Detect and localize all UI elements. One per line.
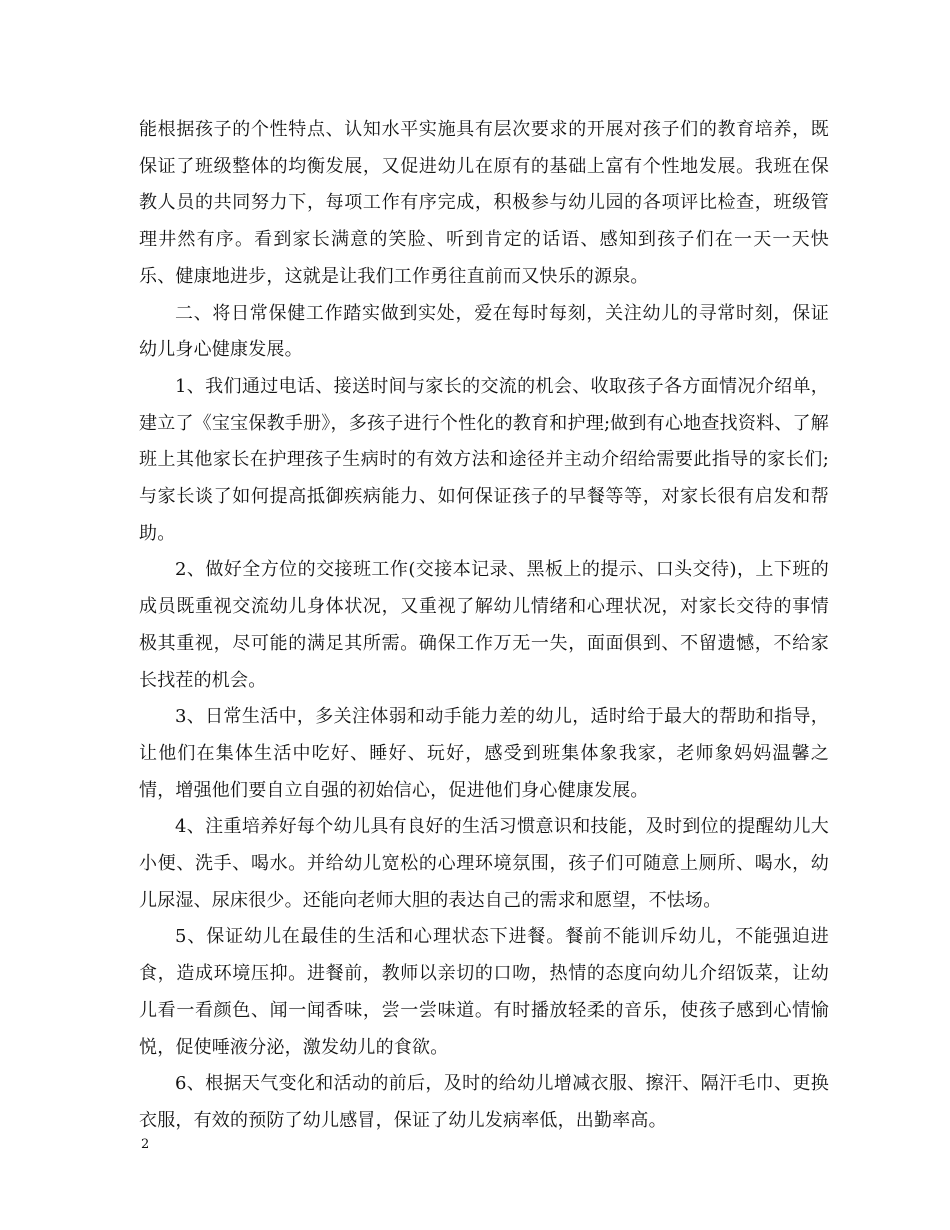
- section-heading-paragraph: 二、将日常保健工作踏实做到实处，爱在每时每刻，关注幼儿的寻常时刻，保证幼儿身心健康发展。: [139, 302, 829, 361]
- paragraph-item-3: 3、日常生活中，多关注体弱和动手能力差的幼儿，适时给于最大的帮助和指导，让他们在集体生活中吃好、睡好、玩好，感受到班集体象我家，老师象妈妈温馨之情，增强他们要自立自强的初始信心，促进他们身心健康发展。: [139, 706, 829, 801]
- paragraph-item-6: 6、根据天气变化和活动的前后，及时的给幼儿增减衣服、擦汗、隔汗毛巾、更换衣服，有效的预防了幼儿感冒，保证了幼儿发病率低，出勤率高。: [139, 1073, 829, 1131]
- paragraph-item-4: 4、注重培养好每个幼儿具有良好的生活习惯意识和技能，及时到位的提醒幼儿大小便、洗手、喝水。并给幼儿宽松的心理环境氛围，孩子们可随意上厕所、喝水，幼儿尿湿、尿床很少。还能向老师大胆的表达自己的需求和愿望，不怯场。: [139, 816, 829, 911]
- page-number: 2: [141, 1137, 150, 1152]
- paragraph-item-5: 5、保证幼儿在最佳的生活和心理状态下进餐。餐前不能训斥幼儿，不能强迫进食，造成环境压抑。进餐前，教师以亲切的口吻，热情的态度向幼儿介绍饭菜，让幼儿看一看颜色、闻一闻香味，尝一尝味道。有时播放轻柔的音乐，使孩子感到心情愉悦，促使唾液分泌，激发幼儿的食欲。: [139, 926, 829, 1058]
- paragraph-item-2: 2、做好全方位的交接班工作(交接本记录、黑板上的提示、口头交待)，上下班的成员既重视交流幼儿身体状况，又重视了解幼儿情绪和心理状况，对家长交待的事情极其重视，尽可能的满足其所需。确保工作万无一失，面面俱到、不留遗憾，不给家长找茬的机会。: [139, 559, 829, 691]
- paragraph-item-1: 1、我们通过电话、接送时间与家长的交流的机会、收取孩子各方面情况介绍单，建立了《宝宝保教手册》，多孩子进行个性化的教育和护理;做到有心地查找资料、了解班上其他家长在护理孩子生病时的有效方法和途径并主动介绍给需要此指导的家长们;与家长谈了如何提高抵御疾病能力、如何保证孩子的早餐等等，对家长很有启发和帮助。: [139, 375, 829, 544]
- paragraph-continuation: 能根据孩子的个性特点、认知水平实施具有层次要求的开展对孩子们的教育培养，既保证了班级整体的均衡发展，又促进幼儿在原有的基础上富有个性地发展。我班在保教人员的共同努力下，每项工作有序完成，积极参与幼儿园的各项评比检查，班级管理井然有序。看到家长满意的笑脸、听到肯定的话语、感知到孩子们在一天一天快乐、健康地进步，这就是让我们工作勇往直前而又快乐的源泉。: [139, 119, 829, 287]
- body-text: [139, 112, 829, 1140]
